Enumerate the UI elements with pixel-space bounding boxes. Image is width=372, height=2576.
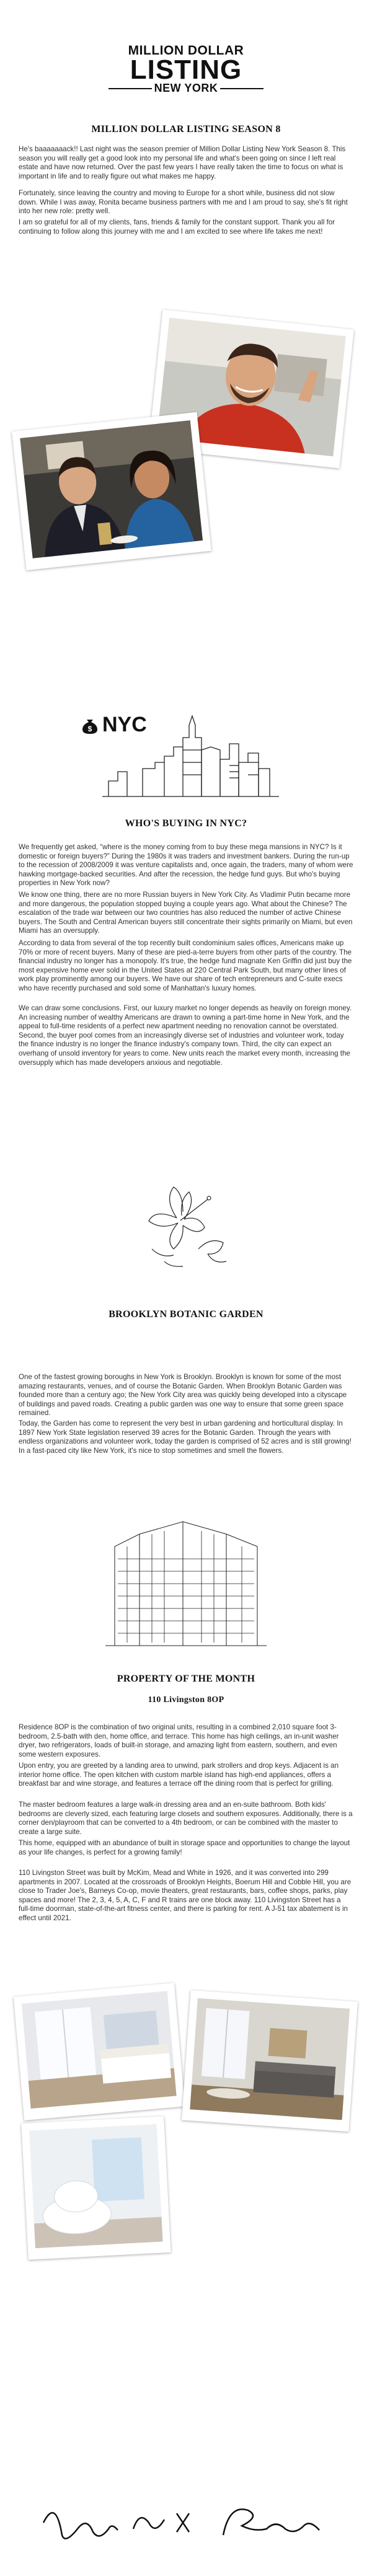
buying-paragraph-3: According to data from several of the top recently built condominium sales offices, Americans make up 70% or more of recent buyers. Many of these are pied-a-terre buyers from other parts of the country. The financial industry no longer has a monopoly. It's true, the hedge fund magnate Ken Griffin did just buy the most expensive home ever sold in the United States at 220 Central Park South, but many other lines of work play prominently among our buyers. We have our share of tech entrepreneurs and C-suite execs who have recently purchased and sold some of Manhattan's luxury homes. [19, 939, 352, 992]
money-bag-icon [81, 716, 99, 734]
section-title-season: MILLION DOLLAR LISTING SEASON 8 [91, 124, 281, 135]
photo-nursery [21, 2116, 170, 2260]
photo-living-room [182, 1990, 358, 2132]
property-subtitle: 110 Livingston 8OP [148, 1695, 224, 1705]
property-paragraph-4: This home, equipped with an abundance of built in storage space and opportunities to change the layout as your life changes, is perfect for a growing family! [19, 1839, 350, 1856]
property-paragraph-1: Residence 8OP is the combination of two original units, resulting in a combined 2,010 square foot 3-bedroom, 2.5-bath with den, home office, and terrace. This home has high ceilings, an in-unit washer dryer, two refrigerators, loads of built-in storage, and amazing light from eastern, southern, and even some western exposures. [19, 1723, 339, 1758]
nyc-label: NYC [102, 713, 147, 736]
season-paragraph-2: Fortunately, since leaving the country and moving to Europe for a short while, business did not slow down. While I was away, Ronita became business partners with me and I am proud to say, she's fit right into her new role: pretty well. [19, 189, 348, 216]
logo-line-1: MILLION DOLLAR [128, 43, 244, 58]
season-paragraph-1: He's baaaaaaack!! Last night was the season premier of Million Dollar Listing New York Season 8. This season you will really get a good look into my personal life and what's been going on since I left real estate and have now returned. Over the past few years I have really taken the time to focus on what is important in life and to really figure out what makes me happy. [19, 145, 346, 180]
season-paragraph-3: I am so grateful for all of my clients, fans, friends & family for the constant support. Thank you all for continuing to follow along this journey with me and I am excited to see where life takes me next! [19, 218, 335, 236]
show-logo [0, 43, 372, 95]
property-paragraph-3: The master bedroom features a large walk-in dressing area and an en-suite bathroom. Both kids' bedrooms are cleverly sized, each featuring large closets and southern exposures. Additionally, there is a corner den/playroom that can be converted to a 4th bedroom, or can be combined with the master to create a large suite. [19, 1801, 353, 1836]
logo-line-3 [0, 82, 372, 95]
photo-bedroom [14, 1983, 185, 2120]
section-title-property: PROPERTY OF THE MONTH [117, 1674, 255, 1684]
buying-paragraph-1: We frequently get asked, “where is the money coming from to buy these mega mansions in NYC? Is it domestic or foreign buyers?” During the 1980s it was traders and investment bankers. During the run-up to the recession of 2008/2009 it was venture capitalists and, once again, the traders, many of whom were hawking mortgage-backed securities. And after the recession, the hedge fund guys. But who's buying properties in New York now? [19, 843, 353, 888]
photo-couple [12, 412, 211, 570]
svg-text:$: $ [87, 725, 92, 733]
property-paragraph-5: 110 Livingston Street was built by McKim, Mead and White in 1926, and it was converted into 299 apartments in 2007. Located at the crossroads of Brooklyn Heights, Boerum Hill and Cobble Hill, you are close to Trader Joe's, Barneys Co-op, movie theaters, great restaurants, bars, coffee shops, parks, play spaces and more! The 2, 3, 4, 5, A, C, F and R trains are one block away. 110 Livingston Street has a full-time doorman, state-of-the-art fitness center, and there is parking for rent. A J-51 tax abatement is in effect until 2021. [19, 1869, 352, 1922]
logo-line-3-text: NEW YORK [154, 82, 218, 94]
building-illustration [102, 1509, 270, 1652]
section-title-botanic: BROOKLYN BOTANIC GARDEN [108, 1309, 264, 1320]
property-paragraph-2: Upon entry, you are greeted by a landing area to unwind, park strollers and drop keys. Adjacent is an interior home office. The open kitchen with custom marble island has high-end appliances, offers a breakfast bar and wine storage, and features a terrace off the dining room that is perfect for grilling. [19, 1762, 339, 1788]
logo-line-2: LISTING [130, 55, 242, 85]
botanic-paragraph-1: One of the fastest growing boroughs in New York is Brooklyn. Brooklyn is known for some of the most amazing restaurants, venues, and of course the Botanic Garden. When Brooklyn Botanic Garden was founded more than a century ago; the New York City area was quickly being developed into a cityscape of buildings and paved roads. Creating a public garden was one way to ensure that some green space remained. [19, 1373, 347, 1418]
buying-paragraph-4: We can draw some conclusions. First, our luxury market no longer depends as heavily on foreign money. An increasing number of wealthy Americans are drawn to owning a part-time home in New York, and the appeal to full-time residents of a perfect new apartment needing no renovation cannot be overstated. Second, the buyer pool comes from an increasingly diverse set of industries and volunteer work, today the finance industry is no longer the finance industry's company town. Third, the city can expect an overhang of unsold inventory for years to come. New units reach the market every month, increasing the oversupply which has made developers anxious and negotiable. [19, 1004, 352, 1067]
section-title-buying: WHO'S BUYING IN NYC? [125, 818, 247, 829]
botanic-paragraph-2: Today, the Garden has come to represent the very best in urban gardening and horticultural display. In 1897 New York State legislation reserved 39 acres for the Botanic Garden. Through the years with endless organizations and volunteer work, today the garden is comprised of 52 acres and is still growing! In a fast-paced city like New York, it's nice to stop sometimes and smell the flowers. [19, 1419, 352, 1455]
signature [19, 2486, 353, 2554]
hibiscus-illustration [140, 1175, 232, 1274]
buying-paragraph-2: We know one thing, there are no more Russian buyers in New York City. As Vladimir Putin became more and more dangerous, the population stopped buying a couple years ago. What about the Chinese? The escalation of the trade war between our two countries has also reduced the number of active Chinese buyers. The South and Central American buyers still concentrate their sights primarily on Miami, but even Miami has an oversupply. [19, 891, 353, 935]
